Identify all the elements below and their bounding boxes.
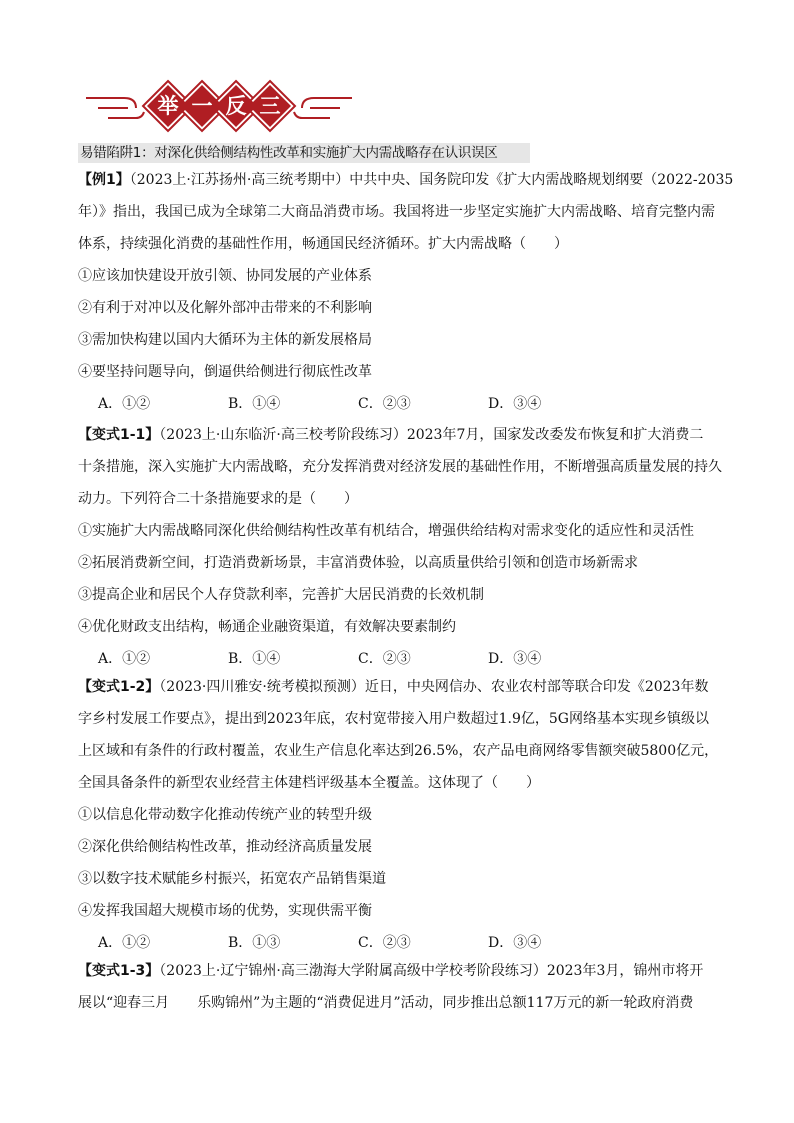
statement-item: ②深化供给侧结构性改革，推动经济高质量发展 — [78, 839, 372, 855]
question-stem-line: 全国具备条件的新型农业经营主体建档评级基本全覆盖。这体现了（ ） — [78, 775, 540, 791]
option-c[interactable]: C．②③ — [358, 935, 411, 951]
option-d[interactable]: D．③④ — [488, 935, 542, 951]
trap-heading: 易错陷阱1：对深化供给侧结构性改革和实施扩大内需战略存在认识误区 — [78, 143, 530, 163]
statement-item: ①以信息化带动数字化推动传统产业的转型升级 — [78, 807, 372, 823]
statement-item: ③需加快构建以国内大循环为主体的新发展格局 — [78, 332, 372, 348]
option-d[interactable]: D．③④ — [488, 396, 542, 412]
banner-graphic — [84, 78, 354, 134]
option-b[interactable]: B．①④ — [228, 396, 281, 412]
statement-item: ③提高企业和居民个人存贷款利率，完善扩大居民消费的长效机制 — [78, 587, 484, 603]
banner-char: 举 — [157, 94, 179, 118]
statement-item: ②有利于对冲以及化解外部冲击带来的不利影响 — [78, 300, 372, 316]
question-stem-line: 体系，持续强化消费的基础性作用，畅通国民经济循环。扩大内需战略（ ） — [78, 236, 568, 252]
question-tag: 【例1】 — [78, 172, 130, 188]
answer-options — [78, 388, 718, 420]
question-stem-line: 上区域和有条件的行政村覆盖，农业生产信息化率达到26.5%，农产品电商网络零售额突破5800亿元， — [78, 743, 719, 759]
option-c[interactable]: C．②③ — [358, 651, 411, 667]
statement-item: ③以数字技术赋能乡村振兴，拓宽农产品销售渠道 — [78, 871, 386, 887]
question-stem-line: 【变式1-1】（2023上·山东临沂·高三校考阶段练习）2023年7月，国家发改委发布恢复和扩大消费二 — [78, 427, 704, 443]
question-stem-line: 字乡村发展工作要点》，提出到2023年底，农村宽带接入用户数超过1.9亿，5G网络基本实现乡镇级以 — [78, 711, 709, 727]
question-tag: 【变式1-2】 — [78, 679, 160, 695]
option-c[interactable]: C．②③ — [358, 396, 411, 412]
question-stem-line: 十条措施，深入实施扩大内需战略，充分发挥消费对经济发展的基础性作用，不断增强高质量发展的持久 — [78, 459, 722, 475]
option-b[interactable]: B．①④ — [228, 651, 281, 667]
right-ornament-icon — [294, 98, 352, 118]
question-tag: 【变式1-3】 — [78, 963, 160, 979]
section-banner — [84, 78, 354, 134]
option-a[interactable]: A．①② — [98, 396, 151, 412]
question-stem-line: 【例1】（2023上·江苏扬州·高三统考期中）中共中央、国务院印发《扩大内需战略规划纲要（2022-2035 — [78, 172, 734, 188]
option-a[interactable]: A．①② — [98, 651, 151, 667]
statement-item: ②拓展消费新空间，打造消费新场景，丰富消费体验，以高质量供给引领和创造市场新需求 — [78, 555, 638, 571]
question-variant-1-2 — [78, 671, 718, 959]
statement-item: ①应该加快建设开放引领、协同发展的产业体系 — [78, 268, 372, 284]
question-tag: 【变式1-1】 — [78, 427, 160, 443]
left-ornament-icon — [86, 98, 144, 118]
option-d[interactable]: D．③④ — [488, 651, 542, 667]
statement-item: ④优化财政支出结构，畅通企业融资渠道，有效解决要素制约 — [78, 619, 456, 635]
option-b[interactable]: B．①③ — [228, 935, 281, 951]
banner-char: 三 — [259, 94, 281, 118]
statement-item: ④要坚持问题导向，倒逼供给侧进行彻底性改革 — [78, 364, 372, 380]
statement-item: ①实施扩大内需战略同深化供给侧结构性改革有机结合，增强供给结构对需求变化的适应性和灵活性 — [78, 523, 694, 539]
banner-char: 一 — [191, 94, 213, 118]
question-stem-line: 展以“迎春三月 乐购锦州”为主题的“消费促进月”活动，同步推出总额117万元的新一轮政府消费 — [78, 995, 694, 1011]
question-variant-1-1 — [78, 419, 722, 675]
question-example-1 — [78, 164, 734, 420]
question-stem-line: 年）》指出，我国已成为全球第二大商品消费市场。我国将进一步坚定实施扩大内需战略、培育完整内需 — [78, 204, 715, 220]
banner-char: 反 — [225, 94, 247, 118]
statement-item: ④发挥我国超大规模市场的优势，实现供需平衡 — [78, 903, 372, 919]
question-stem-line: 动力。下列符合二十条措施要求的是（ ） — [78, 491, 358, 507]
option-a[interactable]: A．①② — [98, 935, 151, 951]
question-stem-line: 【变式1-2】（2023·四川雅安·统考模拟预测）近日，中央网信办、农业农村部等联合印发《2023年数 — [78, 679, 709, 695]
question-stem-line: 【变式1-3】（2023上·辽宁锦州·高三渤海大学附属高级中学校考阶段练习）2023年3月，锦州市将开 — [78, 963, 704, 979]
question-variant-1-3 — [78, 955, 718, 1019]
